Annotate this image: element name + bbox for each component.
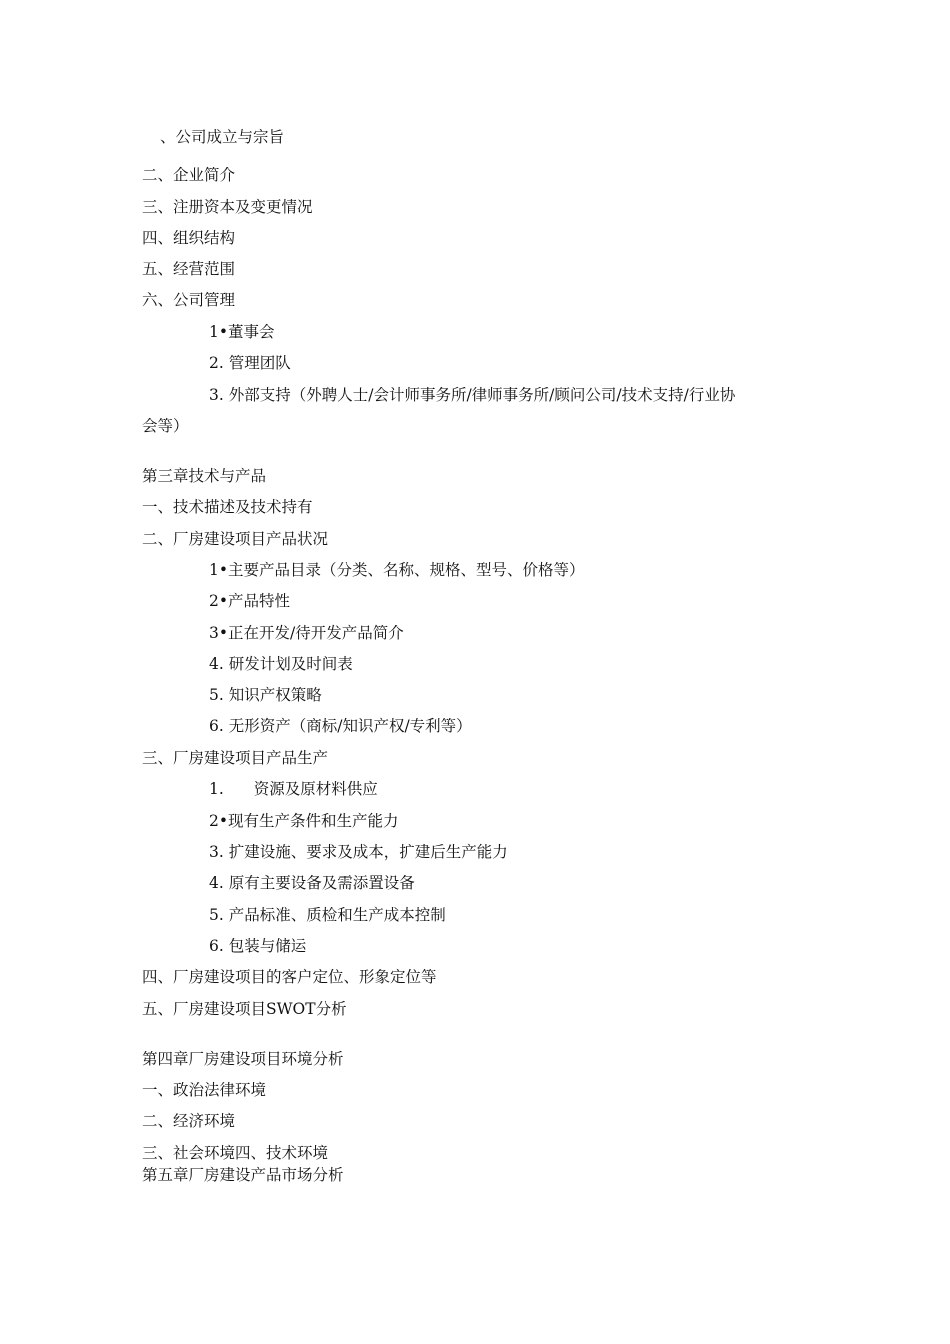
item-quality-control: 5. 产品标准、质检和生产成本控制 [209,906,446,924]
item-text: 资源及原材料供应 [253,780,378,798]
chapter-4-heading: 第四章厂房建设项目环境分析 [142,1050,344,1068]
item-rd-plan: 4. 研发计划及时间表 [209,655,353,673]
item-expansion: 3. 扩建设施、要求及成本，扩建后生产能力 [209,843,508,861]
section-social-tech: 三、社会环境四、技术环境 [142,1144,329,1162]
chapter-5-heading: 第五章厂房建设产品市场分析 [142,1166,344,1184]
item-management-team: 2. 管理团队 [209,354,291,372]
item-production-capacity: 2•现有生产条件和生产能力 [209,812,399,830]
section-customer-positioning: 四、厂房建设项目的客户定位、形象定位等 [142,968,437,986]
item-ip-strategy: 5. 知识产权策略 [209,686,322,704]
section-org-structure: 四、组织结构 [142,229,236,247]
section-political-legal: 一、政治法律环境 [142,1081,267,1099]
item-external-support-cont: 会等） [142,417,189,435]
item-intangible-assets: 6. 无形资产（商标/知识产权/专利等） [209,717,472,735]
chapter-3-heading: 第三章技术与产品 [142,467,267,485]
section-company-management: 六、公司管理 [142,291,236,309]
section-registered-capital: 三、注册资本及变更情况 [142,198,313,216]
section-product-status: 二、厂房建设项目产品状况 [142,530,329,548]
item-board: 1•董事会 [209,323,275,341]
section-business-scope: 五、经营范围 [142,260,236,278]
item-external-support: 3. 外部支持（外聘人士/会计师事务所/律师事务所/顾问公司/技术支持/行业协 [209,386,736,404]
item-number: 1. [209,780,224,798]
section-product-production: 三、厂房建设项目产品生产 [142,749,329,767]
section-swot: 五、厂房建设项目SWOT分析 [142,1000,347,1018]
item-packaging-storage: 6. 包装与储运 [209,937,307,955]
item-products-in-development: 3•正在开发/待开发产品简介 [209,624,404,642]
section-tech-description: 一、技术描述及技术持有 [142,498,313,516]
item-product-catalog: 1•主要产品目录（分类、名称、规格、型号、价格等） [209,561,585,579]
section-economic: 二、经济环境 [142,1112,236,1130]
section-company-founding: 、公司成立与宗旨 [160,128,285,146]
section-company-intro: 二、企业简介 [142,166,236,184]
item-resources-supply [209,779,378,799]
item-product-features: 2•产品特性 [209,592,291,610]
item-equipment: 4. 原有主要设备及需添置设备 [209,874,415,892]
